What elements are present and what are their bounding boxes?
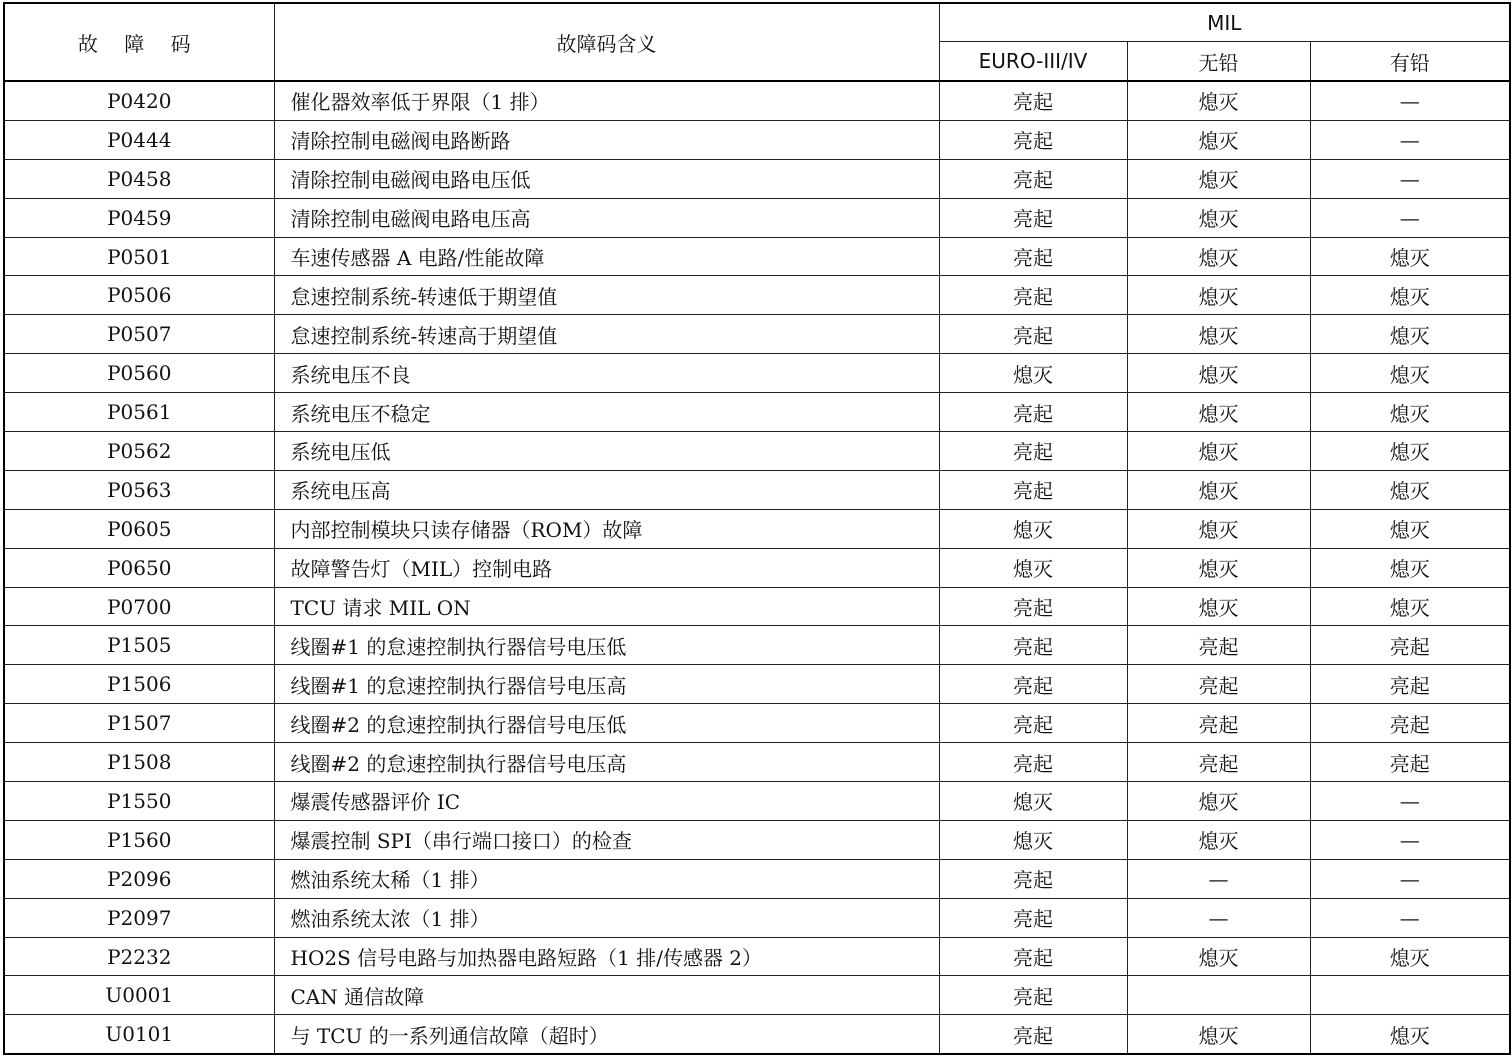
fault-meaning-cell: 爆震传感器评价 IC (274, 782, 939, 821)
mil-leaded-cell: 熄灭 (1310, 937, 1510, 976)
mil-euro-cell: 亮起 (939, 237, 1127, 276)
mil-euro-cell: 亮起 (939, 470, 1127, 509)
mil-leaded-cell: 熄灭 (1310, 1015, 1510, 1054)
fault-meaning-cell: 车速传感器 A 电路/性能故障 (274, 237, 939, 276)
table-row (4, 898, 1510, 937)
mil-leaded-cell: — (1310, 81, 1510, 120)
fault-meaning-cell: 与 TCU 的一系列通信故障（超时） (274, 1015, 939, 1054)
fault-code-cell: P1508 (4, 743, 274, 782)
fault-code-cell: P0458 (4, 159, 274, 198)
mil-unleaded-cell: 熄灭 (1127, 470, 1310, 509)
mil-euro-cell: 亮起 (939, 81, 1127, 120)
fault-meaning-cell: 怠速控制系统-转速高于期望值 (274, 315, 939, 354)
fault-code-cell: U0001 (4, 976, 274, 1015)
mil-unleaded-cell: 熄灭 (1127, 159, 1310, 198)
mil-unleaded-cell: 熄灭 (1127, 937, 1310, 976)
mil-leaded-cell: 亮起 (1310, 704, 1510, 743)
dtc-table (3, 2, 1511, 1055)
mil-euro-cell: 亮起 (939, 587, 1127, 626)
mil-unleaded-cell: 熄灭 (1127, 198, 1310, 237)
mil-leaded-cell: — (1310, 159, 1510, 198)
mil-leaded-cell: — (1310, 120, 1510, 159)
fault-meaning-cell: 系统电压高 (274, 470, 939, 509)
mil-leaded-cell: — (1310, 859, 1510, 898)
fault-meaning-cell: 爆震控制 SPI（串行端口接口）的检查 (274, 820, 939, 859)
mil-leaded-cell: — (1310, 198, 1510, 237)
fault-code-cell: P0605 (4, 509, 274, 548)
fault-meaning-cell: 系统电压不稳定 (274, 393, 939, 432)
fault-code-cell: P1505 (4, 626, 274, 665)
table-row (4, 820, 1510, 859)
mil-leaded-cell: — (1310, 820, 1510, 859)
mil-unleaded-cell: 熄灭 (1127, 315, 1310, 354)
table-row (4, 393, 1510, 432)
fault-code-cell: P0459 (4, 198, 274, 237)
mil-euro-cell: 亮起 (939, 393, 1127, 432)
mil-unleaded-cell: 熄灭 (1127, 354, 1310, 393)
mil-unleaded-cell: 亮起 (1127, 743, 1310, 782)
mil-leaded-cell: 亮起 (1310, 626, 1510, 665)
mil-leaded-cell: 熄灭 (1310, 354, 1510, 393)
table-row (4, 198, 1510, 237)
mil-leaded-cell (1310, 976, 1510, 1015)
table-row (4, 237, 1510, 276)
mil-leaded-cell: 熄灭 (1310, 587, 1510, 626)
mil-euro-cell: 亮起 (939, 704, 1127, 743)
fault-meaning-cell: 线圈#1 的怠速控制执行器信号电压低 (274, 626, 939, 665)
mil-unleaded-cell: 熄灭 (1127, 81, 1310, 120)
mil-leaded-cell: 亮起 (1310, 665, 1510, 704)
mil-leaded-cell: 熄灭 (1310, 393, 1510, 432)
table-row (4, 626, 1510, 665)
fault-meaning-cell: 燃油系统太稀（1 排） (274, 859, 939, 898)
fault-meaning-cell: 系统电压不良 (274, 354, 939, 393)
mil-leaded-cell: 熄灭 (1310, 315, 1510, 354)
table-row (4, 548, 1510, 587)
fault-code-cell: P0506 (4, 276, 274, 315)
table-row (4, 1015, 1510, 1054)
mil-unleaded-cell: 熄灭 (1127, 237, 1310, 276)
table-row (4, 81, 1510, 120)
fault-code-cell: P0501 (4, 237, 274, 276)
table-row (4, 276, 1510, 315)
mil-leaded-cell: 熄灭 (1310, 509, 1510, 548)
fault-meaning-cell: 线圈#1 的怠速控制执行器信号电压高 (274, 665, 939, 704)
mil-euro-cell: 亮起 (939, 743, 1127, 782)
mil-euro-cell: 亮起 (939, 937, 1127, 976)
meaning-column-header: 故障码含义 (274, 3, 939, 81)
fault-code-cell: P0562 (4, 432, 274, 471)
mil-unleaded-cell: 熄灭 (1127, 820, 1310, 859)
fault-meaning-cell: 怠速控制系统-转速低于期望值 (274, 276, 939, 315)
fault-code-cell: U0101 (4, 1015, 274, 1054)
mil-euro-cell: 亮起 (939, 976, 1127, 1015)
mil-euro-cell: 亮起 (939, 626, 1127, 665)
mil-euro-cell: 亮起 (939, 120, 1127, 159)
mil-euro-cell: 亮起 (939, 1015, 1127, 1054)
fault-code-cell: P0560 (4, 354, 274, 393)
mil-unleaded-cell: 亮起 (1127, 665, 1310, 704)
fault-code-cell: P1507 (4, 704, 274, 743)
table-row (4, 587, 1510, 626)
table-row (4, 470, 1510, 509)
fault-code-cell: P0563 (4, 470, 274, 509)
mil-leaded-cell: 亮起 (1310, 743, 1510, 782)
mil-column-header: MIL (939, 3, 1510, 42)
fault-code-cell: P1560 (4, 820, 274, 859)
fault-code-cell: P0444 (4, 120, 274, 159)
mil-leaded-cell: — (1310, 898, 1510, 937)
fault-meaning-cell: 清除控制电磁阀电路断路 (274, 120, 939, 159)
mil-leaded-cell: 熄灭 (1310, 276, 1510, 315)
mil-euro-cell: 亮起 (939, 159, 1127, 198)
table-row (4, 509, 1510, 548)
fault-meaning-cell: 故障警告灯（MIL）控制电路 (274, 548, 939, 587)
fault-code-cell: P1506 (4, 665, 274, 704)
table-row (4, 432, 1510, 471)
mil-euro-cell: 熄灭 (939, 820, 1127, 859)
fault-meaning-cell: 催化器效率低于界限（1 排） (274, 81, 939, 120)
table-row (4, 159, 1510, 198)
fault-code-cell: P0650 (4, 548, 274, 587)
mil-unleaded-cell: — (1127, 859, 1310, 898)
mil-euro-cell: 熄灭 (939, 548, 1127, 587)
mil-unleaded-cell: 熄灭 (1127, 1015, 1310, 1054)
fault-meaning-cell: 线圈#2 的怠速控制执行器信号电压低 (274, 704, 939, 743)
table-row (4, 976, 1510, 1015)
fault-meaning-cell: 系统电压低 (274, 432, 939, 471)
mil-euro-cell: 亮起 (939, 898, 1127, 937)
table-row (4, 120, 1510, 159)
code-column-header: 故 障 码 (4, 3, 274, 81)
mil-euro-cell: 亮起 (939, 198, 1127, 237)
fault-meaning-cell: 燃油系统太浓（1 排） (274, 898, 939, 937)
mil-unleaded-cell: 熄灭 (1127, 432, 1310, 471)
table-header (4, 3, 1510, 81)
mil-unleaded-cell: 熄灭 (1127, 509, 1310, 548)
mil-euro-cell: 亮起 (939, 315, 1127, 354)
fault-meaning-cell: HO2S 信号电路与加热器电路短路（1 排/传感器 2） (274, 937, 939, 976)
mil-euro-cell: 熄灭 (939, 782, 1127, 821)
mil-euro-cell: 熄灭 (939, 354, 1127, 393)
mil-unleaded-cell: 熄灭 (1127, 782, 1310, 821)
mil-leaded-cell: — (1310, 782, 1510, 821)
mil-unleaded-cell: 亮起 (1127, 704, 1310, 743)
fault-code-cell: P0700 (4, 587, 274, 626)
fault-code-cell: P2096 (4, 859, 274, 898)
table-row (4, 354, 1510, 393)
fault-code-cell: P0420 (4, 81, 274, 120)
table-row (4, 315, 1510, 354)
mil-euro-cell: 亮起 (939, 665, 1127, 704)
table-row (4, 937, 1510, 976)
mil-unleaded-cell: 熄灭 (1127, 393, 1310, 432)
fault-code-cell: P2232 (4, 937, 274, 976)
mil-unleaded-cell: — (1127, 898, 1310, 937)
fault-meaning-cell: CAN 通信故障 (274, 976, 939, 1015)
mil-unleaded-cell: 熄灭 (1127, 276, 1310, 315)
fault-meaning-cell: 线圈#2 的怠速控制执行器信号电压高 (274, 743, 939, 782)
mil-leaded-cell: 熄灭 (1310, 237, 1510, 276)
euro-column-header: EURO-III/IV (939, 42, 1127, 82)
fault-meaning-cell: 清除控制电磁阀电路电压低 (274, 159, 939, 198)
mil-euro-cell: 亮起 (939, 859, 1127, 898)
mil-unleaded-cell (1127, 976, 1310, 1015)
leaded-column-header: 有铅 (1310, 42, 1510, 82)
table-row (4, 743, 1510, 782)
table-body (4, 81, 1510, 1054)
mil-unleaded-cell: 熄灭 (1127, 587, 1310, 626)
table-row (4, 665, 1510, 704)
fault-code-cell: P0561 (4, 393, 274, 432)
mil-unleaded-cell: 亮起 (1127, 626, 1310, 665)
mil-leaded-cell: 熄灭 (1310, 432, 1510, 471)
mil-unleaded-cell: 熄灭 (1127, 548, 1310, 587)
mil-leaded-cell: 熄灭 (1310, 548, 1510, 587)
fault-meaning-cell: 清除控制电磁阀电路电压高 (274, 198, 939, 237)
fault-code-cell: P0507 (4, 315, 274, 354)
mil-leaded-cell: 熄灭 (1310, 470, 1510, 509)
mil-unleaded-cell: 熄灭 (1127, 120, 1310, 159)
unleaded-column-header: 无铅 (1127, 42, 1310, 82)
table-row (4, 782, 1510, 821)
fault-code-cell: P1550 (4, 782, 274, 821)
mil-euro-cell: 亮起 (939, 432, 1127, 471)
fault-code-cell: P2097 (4, 898, 274, 937)
fault-meaning-cell: TCU 请求 MIL ON (274, 587, 939, 626)
mil-euro-cell: 亮起 (939, 276, 1127, 315)
table-row (4, 704, 1510, 743)
fault-meaning-cell: 内部控制模块只读存储器（ROM）故障 (274, 509, 939, 548)
mil-euro-cell: 熄灭 (939, 509, 1127, 548)
table-row (4, 859, 1510, 898)
